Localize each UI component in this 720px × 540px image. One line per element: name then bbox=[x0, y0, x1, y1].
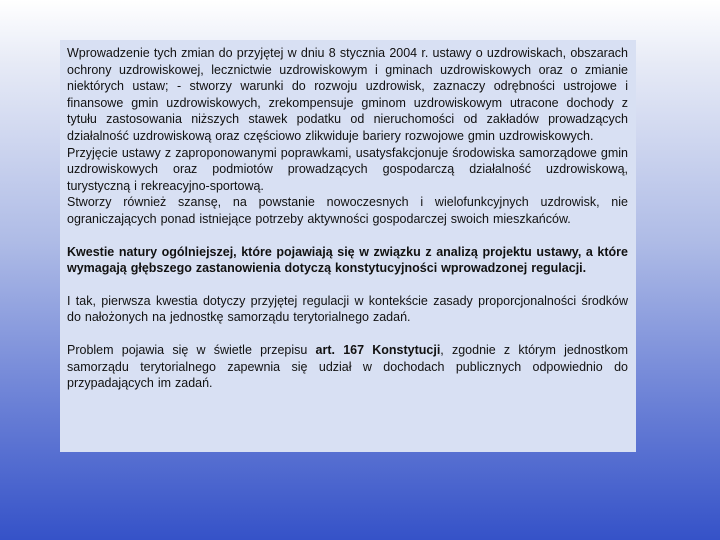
paragraph-article-167 bbox=[67, 342, 628, 392]
article-reference: art. 167 Konstytucji bbox=[315, 342, 441, 357]
article-text-before: Problem pojawia się w świetle przepisu bbox=[67, 342, 316, 357]
paragraph-intro: Wprowadzenie tych zmian do przyjętej w dniu 8 stycznia 2004 r. ustawy o uzdrowiskach, obszarach ochrony uzdrowiskowej, lecznictwie uzdrowiskowym i gminach uzdrowiskowych oraz o zmianie niektórych ustaw; - stworzy warunki do rozwoju uzdrowisk, zaznaczy odrębności ustrojowe i finansowe gmin uzdrowiskowych, zrekompensuje gminom uzdrowiskowym utracone dochody z tytułu zastosowania niższych stawek podatku od nieruchomości od zakładów prowadzących działalność uzdrowiskową oraz częściowo zlikwiduje bariery rozwojowe gmin uzdrowiskowych. bbox=[67, 46, 628, 143]
slide-text-box bbox=[60, 40, 636, 452]
paragraph-constitutional-question: Kwestie natury ogólniejszej, które pojawiają się w związku z analizą projektu ustawy, a które wymagają głębszego zastanowienia dotyczą konstytucyjności wprowadzonej regulacji. bbox=[67, 244, 628, 276]
article-text-after: , zgodnie z którym jednostkom samorządu terytorialnego zapewnia się udział w dochodach publicznych odpowiednio do przypadających im zadań. bbox=[67, 342, 628, 391]
paragraph-adoption: Przyjęcie ustawy z zaproponowanymi poprawkami, usatysfakcjonuje środowiska samorządowe gmin uzdrowiskowych oraz podmiotów prowadzących gospodarczą działalność uzdrowiskową, turystyczną i rekreacyjno-sportową. bbox=[67, 145, 628, 193]
paragraph-opportunity: Stworzy również szansę, na powstanie nowoczesnych i wielofunkcyjnych uzdrowisk, nie ograniczających ponad istniejące potrzeby aktywności gospodarczej swoich mieszkańców. bbox=[67, 195, 628, 226]
paragraph-proportionality: I tak, pierwsza kwestia dotyczy przyjętej regulacji w kontekście zasady proporcjonalności środków do nałożonych na jednostkę samorządu terytorialnego zadań. bbox=[67, 293, 628, 325]
